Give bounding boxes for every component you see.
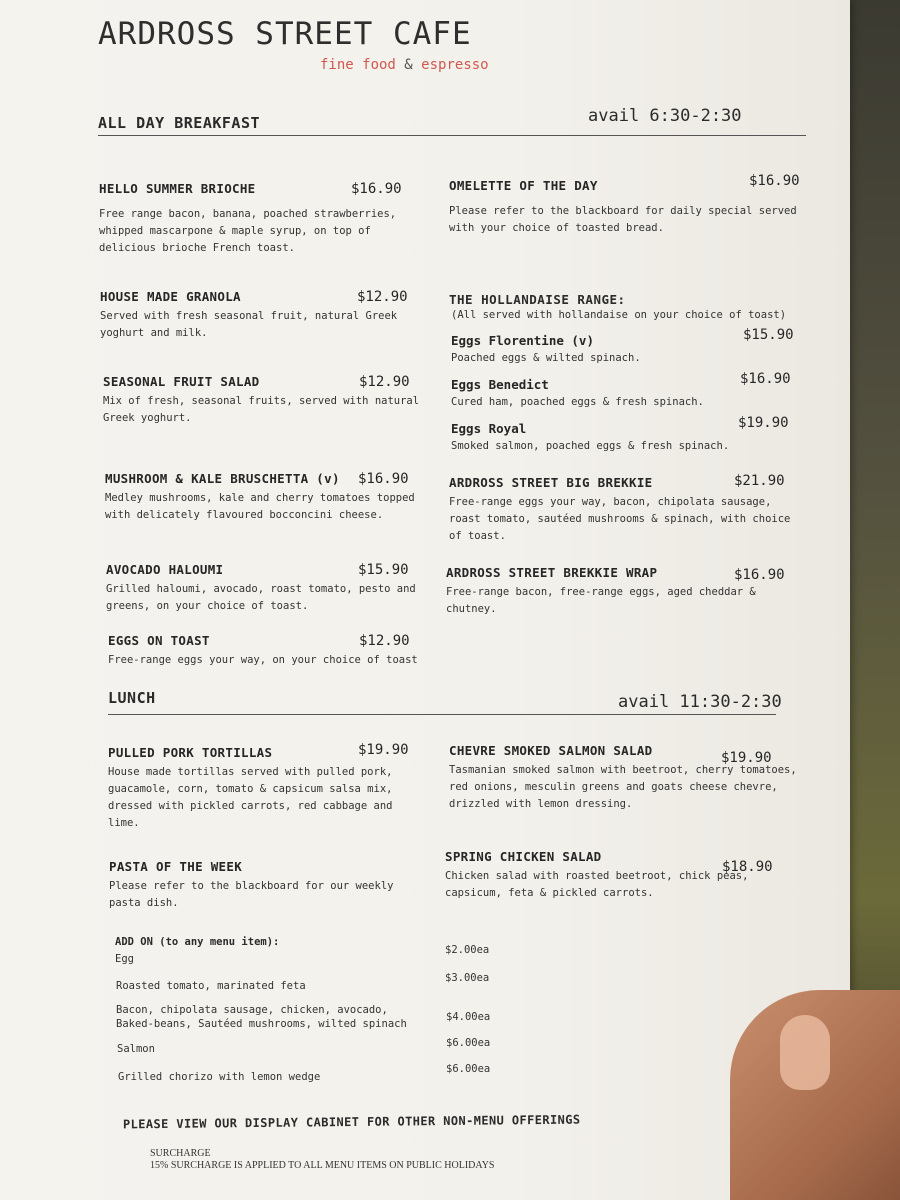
- item-price: $16.90: [734, 567, 785, 583]
- menu-item: [445, 849, 773, 902]
- menu-item: [449, 743, 799, 813]
- item-name: ARDROSS STREET BREKKIE WRAP: [446, 565, 658, 580]
- item-description: Tasmanian smoked salmon with beetroot, cherry tomatoes, red onions, mesculin greens and goats cheese chevre, drizzled with lemon dressing.: [449, 764, 797, 810]
- item-price: $21.90: [734, 473, 785, 489]
- item-description: Free range bacon, banana, poached strawberries, whipped mascarpone & maple syrup, on top of delicious brioche French toast.: [99, 208, 397, 254]
- hollandaise-note: (All served with hollandaise on your choice of toast): [451, 309, 787, 321]
- item-name: Eggs Florentine (v): [451, 333, 594, 348]
- item-description: Served with fresh seasonal fruit, natural Greek yoghurt and milk.: [100, 310, 398, 339]
- item-name: Eggs Royal: [451, 421, 527, 436]
- menu-item: [108, 742, 428, 832]
- item-price: $18.90: [722, 859, 773, 875]
- item-description: Please refer to the blackboard for daily special served with your choice of toasted bread.: [449, 205, 797, 234]
- surcharge-title: SURCHARGE: [150, 1148, 211, 1159]
- item-name: PULLED PORK TORTILLAS: [108, 745, 273, 760]
- item-price: $16.90: [358, 471, 409, 487]
- item-name: MUSHROOM & KALE BRUSCHETTA (v): [105, 471, 340, 486]
- item-name: PASTA OF THE WEEK: [109, 859, 243, 874]
- cafe-tagline: [320, 57, 489, 73]
- menu-item: [106, 562, 426, 615]
- item-name: ARDROSS STREET BIG BREKKIE: [449, 475, 653, 490]
- tagline-ampersand: &: [404, 57, 413, 73]
- addon-price: $3.00ea: [445, 972, 490, 984]
- addon-price: $2.00ea: [445, 944, 490, 956]
- menu-item: [446, 565, 791, 618]
- menu-item: [451, 415, 796, 452]
- addon-title: ADD ON (to any menu item):: [115, 936, 280, 948]
- section-divider: [98, 135, 806, 136]
- item-description: Cured ham, poached eggs & fresh spinach.: [451, 396, 704, 408]
- item-description: Smoked salmon, poached eggs & fresh spinach.: [451, 440, 730, 452]
- tagline-part-b: espresso: [421, 57, 489, 73]
- item-name: HELLO SUMMER BRIOCHE: [99, 181, 256, 196]
- item-description: Mix of fresh, seasonal fruits, served with natural Greek yoghurt.: [103, 395, 420, 424]
- item-description: Poached eggs & wilted spinach.: [451, 352, 641, 364]
- item-price: $12.90: [359, 374, 410, 390]
- addon-row: Roasted tomato, marinated feta: [116, 980, 306, 992]
- addon-row: Salmon: [117, 1043, 155, 1055]
- menu-item: [109, 859, 429, 912]
- menu-item: [451, 327, 796, 364]
- section-title-breakfast: ALL DAY BREAKFAST: [98, 114, 261, 132]
- item-name: AVOCADO HALOUMI: [106, 562, 224, 577]
- item-price: $19.90: [358, 742, 409, 758]
- item-description: Free-range eggs your way, bacon, chipolata sausage, roast tomato, sautéed mushrooms & spinach, with choice of toast.: [449, 496, 791, 542]
- breakfast-avail: avail 6:30-2:30: [588, 106, 742, 126]
- item-name: SEASONAL FRUIT SALAD: [103, 374, 260, 389]
- menu-item: [451, 371, 796, 408]
- section-divider: [108, 714, 776, 715]
- lunch-avail: avail 11:30-2:30: [618, 692, 782, 712]
- menu-item: [449, 173, 804, 237]
- addon-row: Bacon, chipolata sausage, chicken, avocado, Baked-beans, Sautéed mushrooms, wilted spinach: [116, 1004, 407, 1030]
- menu-item: [108, 633, 428, 669]
- item-price: $16.90: [351, 181, 402, 197]
- addon-price: $6.00ea: [446, 1037, 491, 1049]
- item-name: Eggs Benedict: [451, 377, 549, 392]
- item-description: Free-range eggs your way, on your choice of toast: [108, 654, 418, 666]
- item-price: $12.90: [359, 633, 410, 649]
- item-name: SPRING CHICKEN SALAD: [445, 849, 602, 864]
- tagline-part-a: fine food: [320, 57, 396, 73]
- addon-price: $4.00ea: [446, 1011, 491, 1023]
- item-price: $16.90: [749, 173, 800, 189]
- addon-price: $6.00ea: [446, 1063, 491, 1075]
- item-price: $19.90: [721, 750, 772, 766]
- section-title-lunch: LUNCH: [108, 689, 156, 707]
- thumb: [780, 1015, 830, 1090]
- item-price: $12.90: [357, 289, 408, 305]
- item-price: $16.90: [740, 371, 791, 387]
- menu-item: [449, 475, 794, 545]
- item-name: HOUSE MADE GRANOLA: [100, 289, 241, 304]
- hollandaise-title: THE HOLLANDAISE RANGE:: [449, 292, 626, 307]
- item-description: Medley mushrooms, kale and cherry tomatoes topped with delicately flavoured bocconcini cheese.: [105, 492, 415, 521]
- item-description: House made tortillas served with pulled pork, guacamole, corn, tomato & capsicum salsa mix, dressed with pickled carrots, red cabbage and lime.: [108, 766, 393, 829]
- item-description: Free-range bacon, free-range eggs, aged cheddar & chutney.: [446, 586, 756, 615]
- surcharge-text: 15% SURCHARGE IS APPLIED TO ALL MENU ITEMS ON PUBLIC HOLIDAYS: [150, 1160, 495, 1171]
- display-cabinet-note: PLEASE VIEW OUR DISPLAY CABINET FOR OTHER NON-MENU OFFERINGS: [122, 1112, 581, 1132]
- item-name: EGGS ON TOAST: [108, 633, 210, 648]
- item-description: Chicken salad with roasted beetroot, chick peas, capsicum, feta & pickled carrots.: [445, 870, 749, 899]
- item-description: Grilled haloumi, avocado, roast tomato, pesto and greens, on your choice of toast.: [106, 583, 416, 612]
- surcharge-note: [150, 1148, 494, 1172]
- menu-item: [100, 289, 420, 342]
- item-price: $15.90: [743, 327, 794, 343]
- menu-item: [103, 374, 423, 427]
- item-price: $15.90: [358, 562, 409, 578]
- addon-row: Grilled chorizo with lemon wedge: [118, 1071, 321, 1083]
- item-name: CHEVRE SMOKED SALMON SALAD: [449, 743, 653, 758]
- addon-row: Egg: [115, 953, 134, 965]
- item-price: $19.90: [738, 415, 789, 431]
- item-name: OMELETTE OF THE DAY: [449, 178, 598, 193]
- item-description: Please refer to the blackboard for our weekly pasta dish.: [109, 880, 394, 909]
- menu-item: [99, 181, 419, 257]
- menu-item: [105, 471, 425, 524]
- cafe-name: ARDROSS STREET CAFE: [98, 16, 472, 52]
